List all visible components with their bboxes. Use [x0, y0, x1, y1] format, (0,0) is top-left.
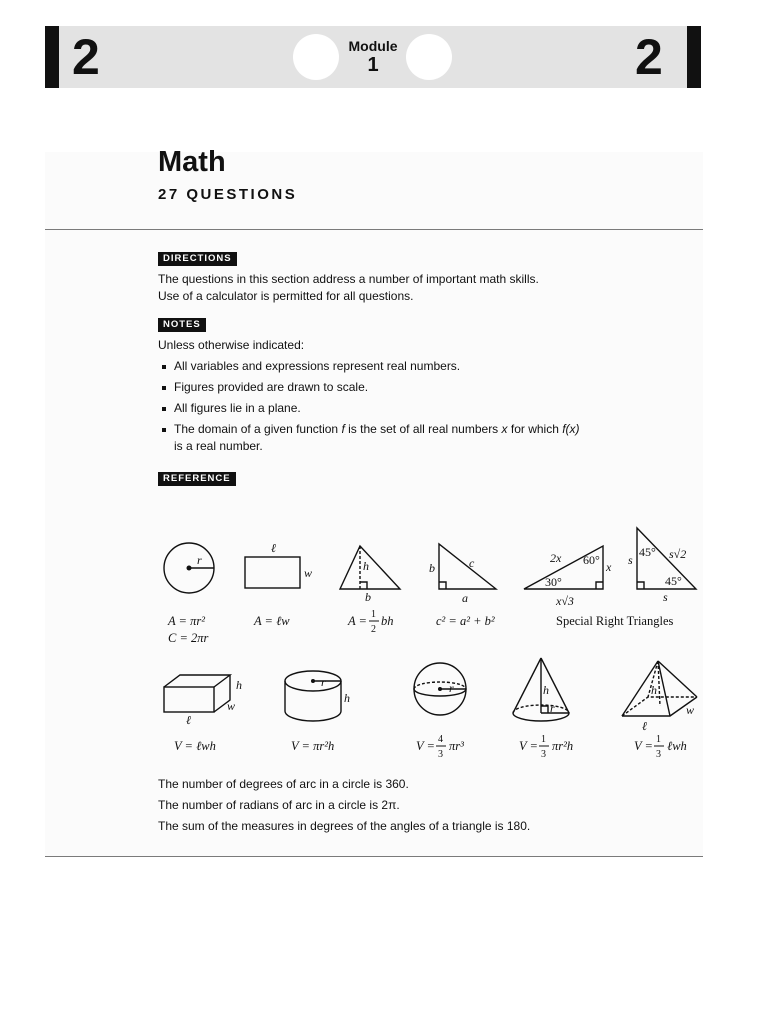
- label-r: r: [449, 681, 454, 695]
- label-x-root3: x√3: [556, 594, 574, 608]
- notes-item4-part: for which: [507, 422, 563, 436]
- label-30: 30°: [545, 575, 562, 589]
- formula-pythagorean: c² = a² + b²: [436, 614, 495, 628]
- notes-intro: Unless otherwise indicated:: [158, 338, 305, 352]
- notes-item4-part: is the set of all real numbers: [344, 422, 502, 436]
- notes-item4-var-x: x: [501, 422, 508, 436]
- formula-sphere-rhs: πr³: [449, 739, 464, 753]
- label-s: s: [663, 590, 668, 604]
- formula-circle-circumference: C = 2πr: [168, 631, 209, 645]
- label-w: w: [686, 703, 695, 717]
- module-number: 1: [367, 54, 379, 76]
- label-l: ℓ: [271, 541, 276, 555]
- page-title: Math: [158, 146, 226, 178]
- formula-circle-area: A = πr²: [168, 614, 205, 628]
- label-60: 60°: [583, 553, 600, 567]
- fraction-denominator: 3: [656, 749, 661, 760]
- directions-tag: DIRECTIONS: [158, 252, 237, 266]
- label-r: r: [550, 701, 555, 715]
- label-45: 45°: [639, 545, 656, 559]
- reference-tag: REFERENCE: [158, 472, 236, 486]
- formula-rectangle-area: A = ℓw: [254, 614, 290, 628]
- label-l: ℓ: [642, 719, 647, 733]
- formula-pyramid-rhs: ℓwh: [667, 739, 687, 753]
- notes-item-text: All variables and expressions represent real numbers.: [174, 359, 461, 373]
- notes-item-text: Figures provided are drawn to scale.: [174, 380, 369, 394]
- circle-center-dot: [187, 566, 192, 571]
- label-h: h: [363, 559, 369, 573]
- formula-cylinder-volume: V = πr²h: [291, 739, 335, 753]
- formula-sphere-lhs: V =: [416, 739, 435, 753]
- page-subtitle: 27 QUESTIONS: [158, 186, 298, 203]
- cylinder-figure: [285, 671, 341, 721]
- notes-item4-part: The domain of a given function: [174, 422, 342, 436]
- label-h: h: [344, 691, 350, 705]
- fraction-denominator: 3: [541, 749, 546, 760]
- formula-box-volume: V = ℓwh: [174, 739, 216, 753]
- triangle-figure: [340, 546, 400, 589]
- formula-triangle-lhs: A =: [348, 614, 367, 628]
- notes-item4-fx: f(x): [562, 422, 580, 436]
- notes-item4-var-f: f: [341, 422, 345, 436]
- fact-degrees-circle: The number of degrees of arc in a circle is 360.: [158, 777, 409, 791]
- label-45: 45°: [665, 574, 682, 588]
- fraction-numerator: 1: [541, 734, 546, 745]
- label-w: w: [227, 699, 236, 713]
- formula-cone-lhs: V =: [519, 739, 538, 753]
- notes-item4-line2: is a real number.: [174, 439, 263, 453]
- label-x: x: [606, 560, 612, 574]
- label-2x: 2x: [550, 551, 562, 565]
- fact-radians-circle: The number of radians of arc in a circle is 2π.: [158, 798, 400, 812]
- label-h: h: [543, 683, 549, 697]
- directions-line-1: The questions in this section address a number of important math skills.: [158, 272, 539, 286]
- fraction-numerator: 4: [438, 734, 443, 745]
- formula-triangle-bh: bh: [381, 614, 394, 628]
- label-h: h: [651, 683, 657, 697]
- box-figure: [164, 675, 230, 712]
- notes-tag: NOTES: [158, 318, 206, 332]
- fraction-numerator: 1: [371, 609, 376, 620]
- cylinder-center-dot: [311, 679, 315, 683]
- formula-cone-rhs: πr²h: [552, 739, 574, 753]
- label-b: b: [365, 590, 371, 604]
- label-r: r: [197, 553, 202, 567]
- fraction-numerator: 1: [656, 734, 661, 745]
- cone-figure: [513, 658, 569, 721]
- module-label-text: Module: [348, 38, 398, 54]
- rectangle-figure: [245, 557, 300, 588]
- sphere-center-dot: [438, 687, 442, 691]
- section-number-right: 2: [635, 29, 663, 85]
- label-a: a: [462, 591, 468, 605]
- fraction-denominator: 3: [438, 749, 443, 760]
- label-s: s: [628, 553, 633, 567]
- formula-pyramid-lhs: V =: [634, 739, 653, 753]
- formula-special-right-triangles: Special Right Triangles: [556, 614, 674, 628]
- section-number-left: 2: [72, 29, 100, 85]
- label-c: c: [469, 556, 475, 570]
- label-w: w: [304, 566, 313, 580]
- fraction-denominator: 2: [371, 624, 376, 635]
- label-s-root2: s√2: [669, 547, 687, 561]
- label-h: h: [236, 678, 242, 692]
- fact-triangle-angles: The sum of the measures in degrees of the angles of a triangle is 180.: [158, 819, 531, 833]
- notes-item-text: All figures lie in a plane.: [174, 401, 301, 415]
- right-triangle-figure: [439, 544, 496, 589]
- label-l: ℓ: [186, 713, 191, 727]
- label-r: r: [321, 675, 326, 689]
- label-b: b: [429, 561, 435, 575]
- directions-line-2: Use of a calculator is permitted for all questions.: [158, 289, 414, 303]
